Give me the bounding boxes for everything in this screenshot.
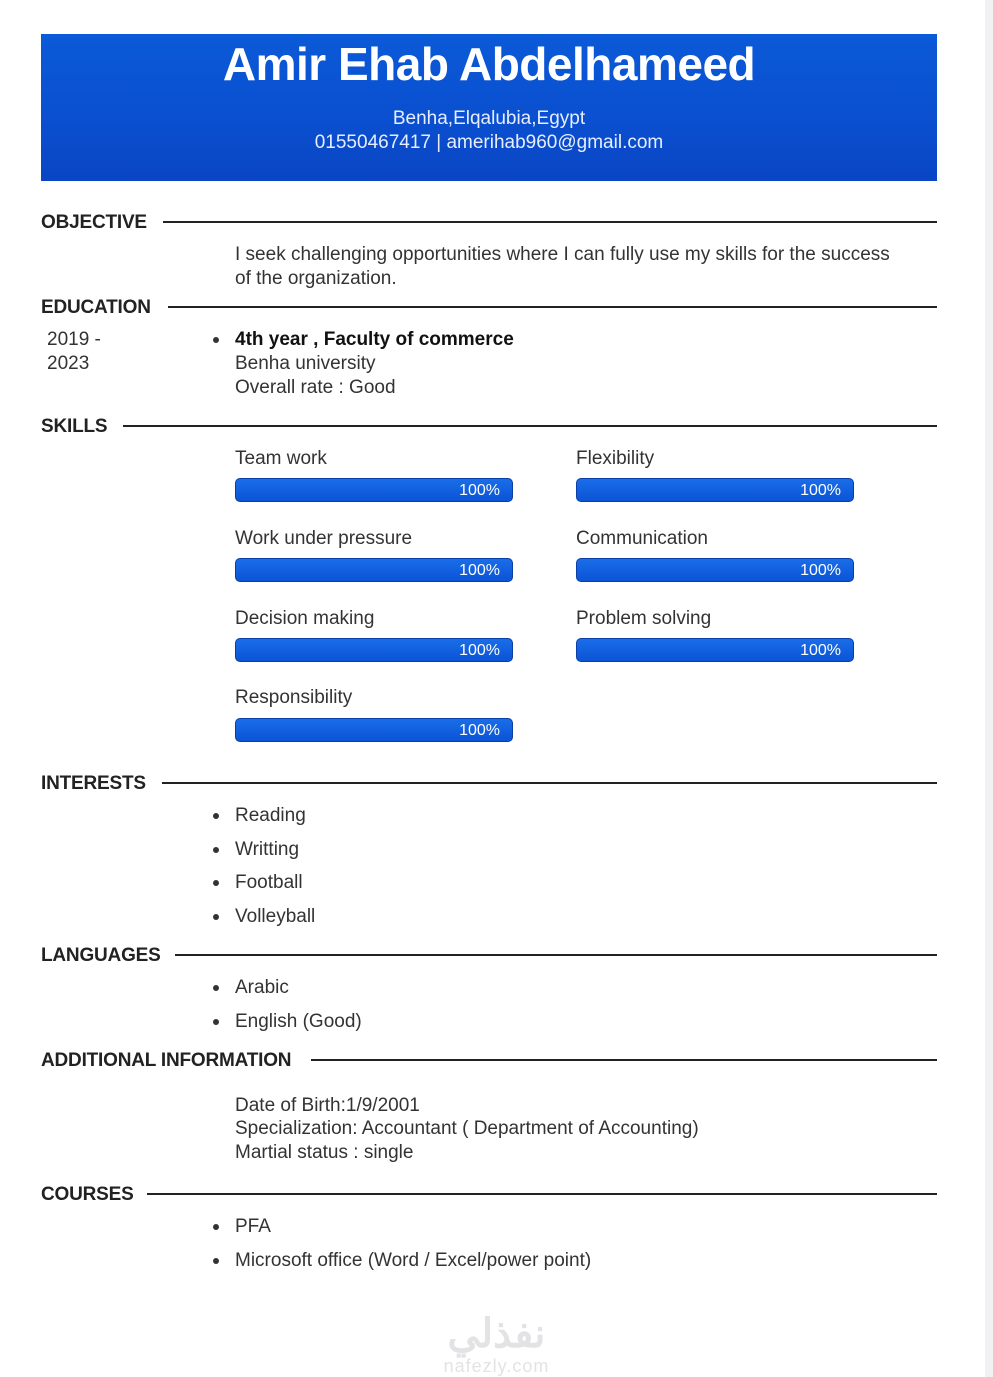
- skills-title: SKILLS: [41, 416, 108, 437]
- candidate-name: Amir Ehab Abdelhameed: [222, 38, 756, 90]
- nafezly-watermark: [0, 1312, 993, 1376]
- date-of-birth: Date of Birth:1/9/2001: [235, 1095, 420, 1116]
- bullet-icon: [213, 813, 219, 819]
- language-item: Arabic: [235, 977, 289, 998]
- skill-label-team-work: Team work: [235, 448, 327, 469]
- watermark-site: nafezly.com: [443, 1356, 550, 1376]
- objective-rule: [163, 221, 937, 223]
- skill-percent: 100%: [800, 482, 841, 499]
- interests-rule: [162, 782, 937, 784]
- education-rule: [168, 306, 937, 308]
- education-university: Benha university: [235, 353, 376, 374]
- bullet-icon: [213, 1019, 219, 1025]
- course-item: PFA: [235, 1216, 271, 1237]
- skill-percent: 100%: [459, 562, 500, 579]
- skill-bar-flexibility: [576, 478, 854, 502]
- education-degree: 4th year , Faculty of commerce: [235, 329, 514, 350]
- skill-percent: 100%: [800, 642, 841, 659]
- education-year-start: 2019 -: [47, 329, 101, 350]
- skill-percent: 100%: [459, 482, 500, 499]
- course-item: Microsoft office (Word / Excel/power point): [235, 1250, 592, 1271]
- interest-item: Reading: [235, 805, 306, 826]
- bullet-icon: [213, 847, 219, 853]
- languages-title: LANGUAGES: [41, 945, 161, 966]
- bullet-icon: [213, 1224, 219, 1230]
- bullet-icon: [213, 985, 219, 991]
- skill-label-problem-solving: Problem solving: [576, 608, 712, 629]
- interest-item: Writting: [235, 839, 300, 860]
- bullet-icon: [213, 880, 219, 886]
- skill-bar-responsibility: [235, 718, 513, 742]
- objective-title: OBJECTIVE: [41, 212, 147, 233]
- education-title: EDUCATION: [41, 297, 151, 318]
- additional-info-title: ADDITIONAL INFORMATION: [41, 1050, 292, 1071]
- languages-rule: [175, 954, 937, 956]
- skill-bar-decision-making: [235, 638, 513, 662]
- skill-label-decision-making: Decision making: [235, 608, 375, 629]
- candidate-location: Benha,Elqalubia,Egypt: [392, 108, 586, 129]
- bullet-icon: [213, 914, 219, 920]
- resume-header: [41, 34, 937, 181]
- skill-percent: 100%: [459, 642, 500, 659]
- skill-bar-team-work: [235, 478, 513, 502]
- education-rate: Overall rate : Good: [235, 377, 396, 398]
- skill-label-flexibility: Flexibility: [576, 448, 655, 469]
- language-item: English (Good): [235, 1011, 362, 1032]
- interest-item: Football: [235, 872, 303, 893]
- specialization: Specialization: Accountant ( Department of Accounting): [235, 1118, 699, 1139]
- marital-status: Martial status : single: [235, 1142, 414, 1163]
- objective-line-2: of the organization.: [235, 268, 397, 289]
- bullet-icon: [213, 337, 219, 343]
- watermark-arabic: نفذلي: [447, 1312, 546, 1356]
- skill-label-communication: Communication: [576, 528, 708, 549]
- additional-info-rule: [311, 1059, 937, 1061]
- objective-line-1: I seek challenging opportunities where I can fully use my skills for the success: [235, 244, 890, 265]
- skills-rule: [123, 425, 937, 427]
- page-edge: [985, 0, 993, 1377]
- skill-label-responsibility: Responsibility: [235, 687, 353, 708]
- interest-item: Volleyball: [235, 906, 316, 927]
- candidate-contact: 01550467417 | amerihab960@gmail.com: [314, 132, 664, 153]
- skill-bar-work-under-pressure: [235, 558, 513, 582]
- skill-percent: 100%: [800, 562, 841, 579]
- skill-label-work-under-pressure: Work under pressure: [235, 528, 413, 549]
- skill-bar-problem-solving: [576, 638, 854, 662]
- skill-bar-communication: [576, 558, 854, 582]
- interests-title: INTERESTS: [41, 773, 146, 794]
- skill-percent: 100%: [459, 722, 500, 739]
- courses-rule: [147, 1193, 937, 1195]
- education-year-end: 2023: [47, 353, 90, 374]
- bullet-icon: [213, 1258, 219, 1264]
- courses-title: COURSES: [41, 1184, 134, 1205]
